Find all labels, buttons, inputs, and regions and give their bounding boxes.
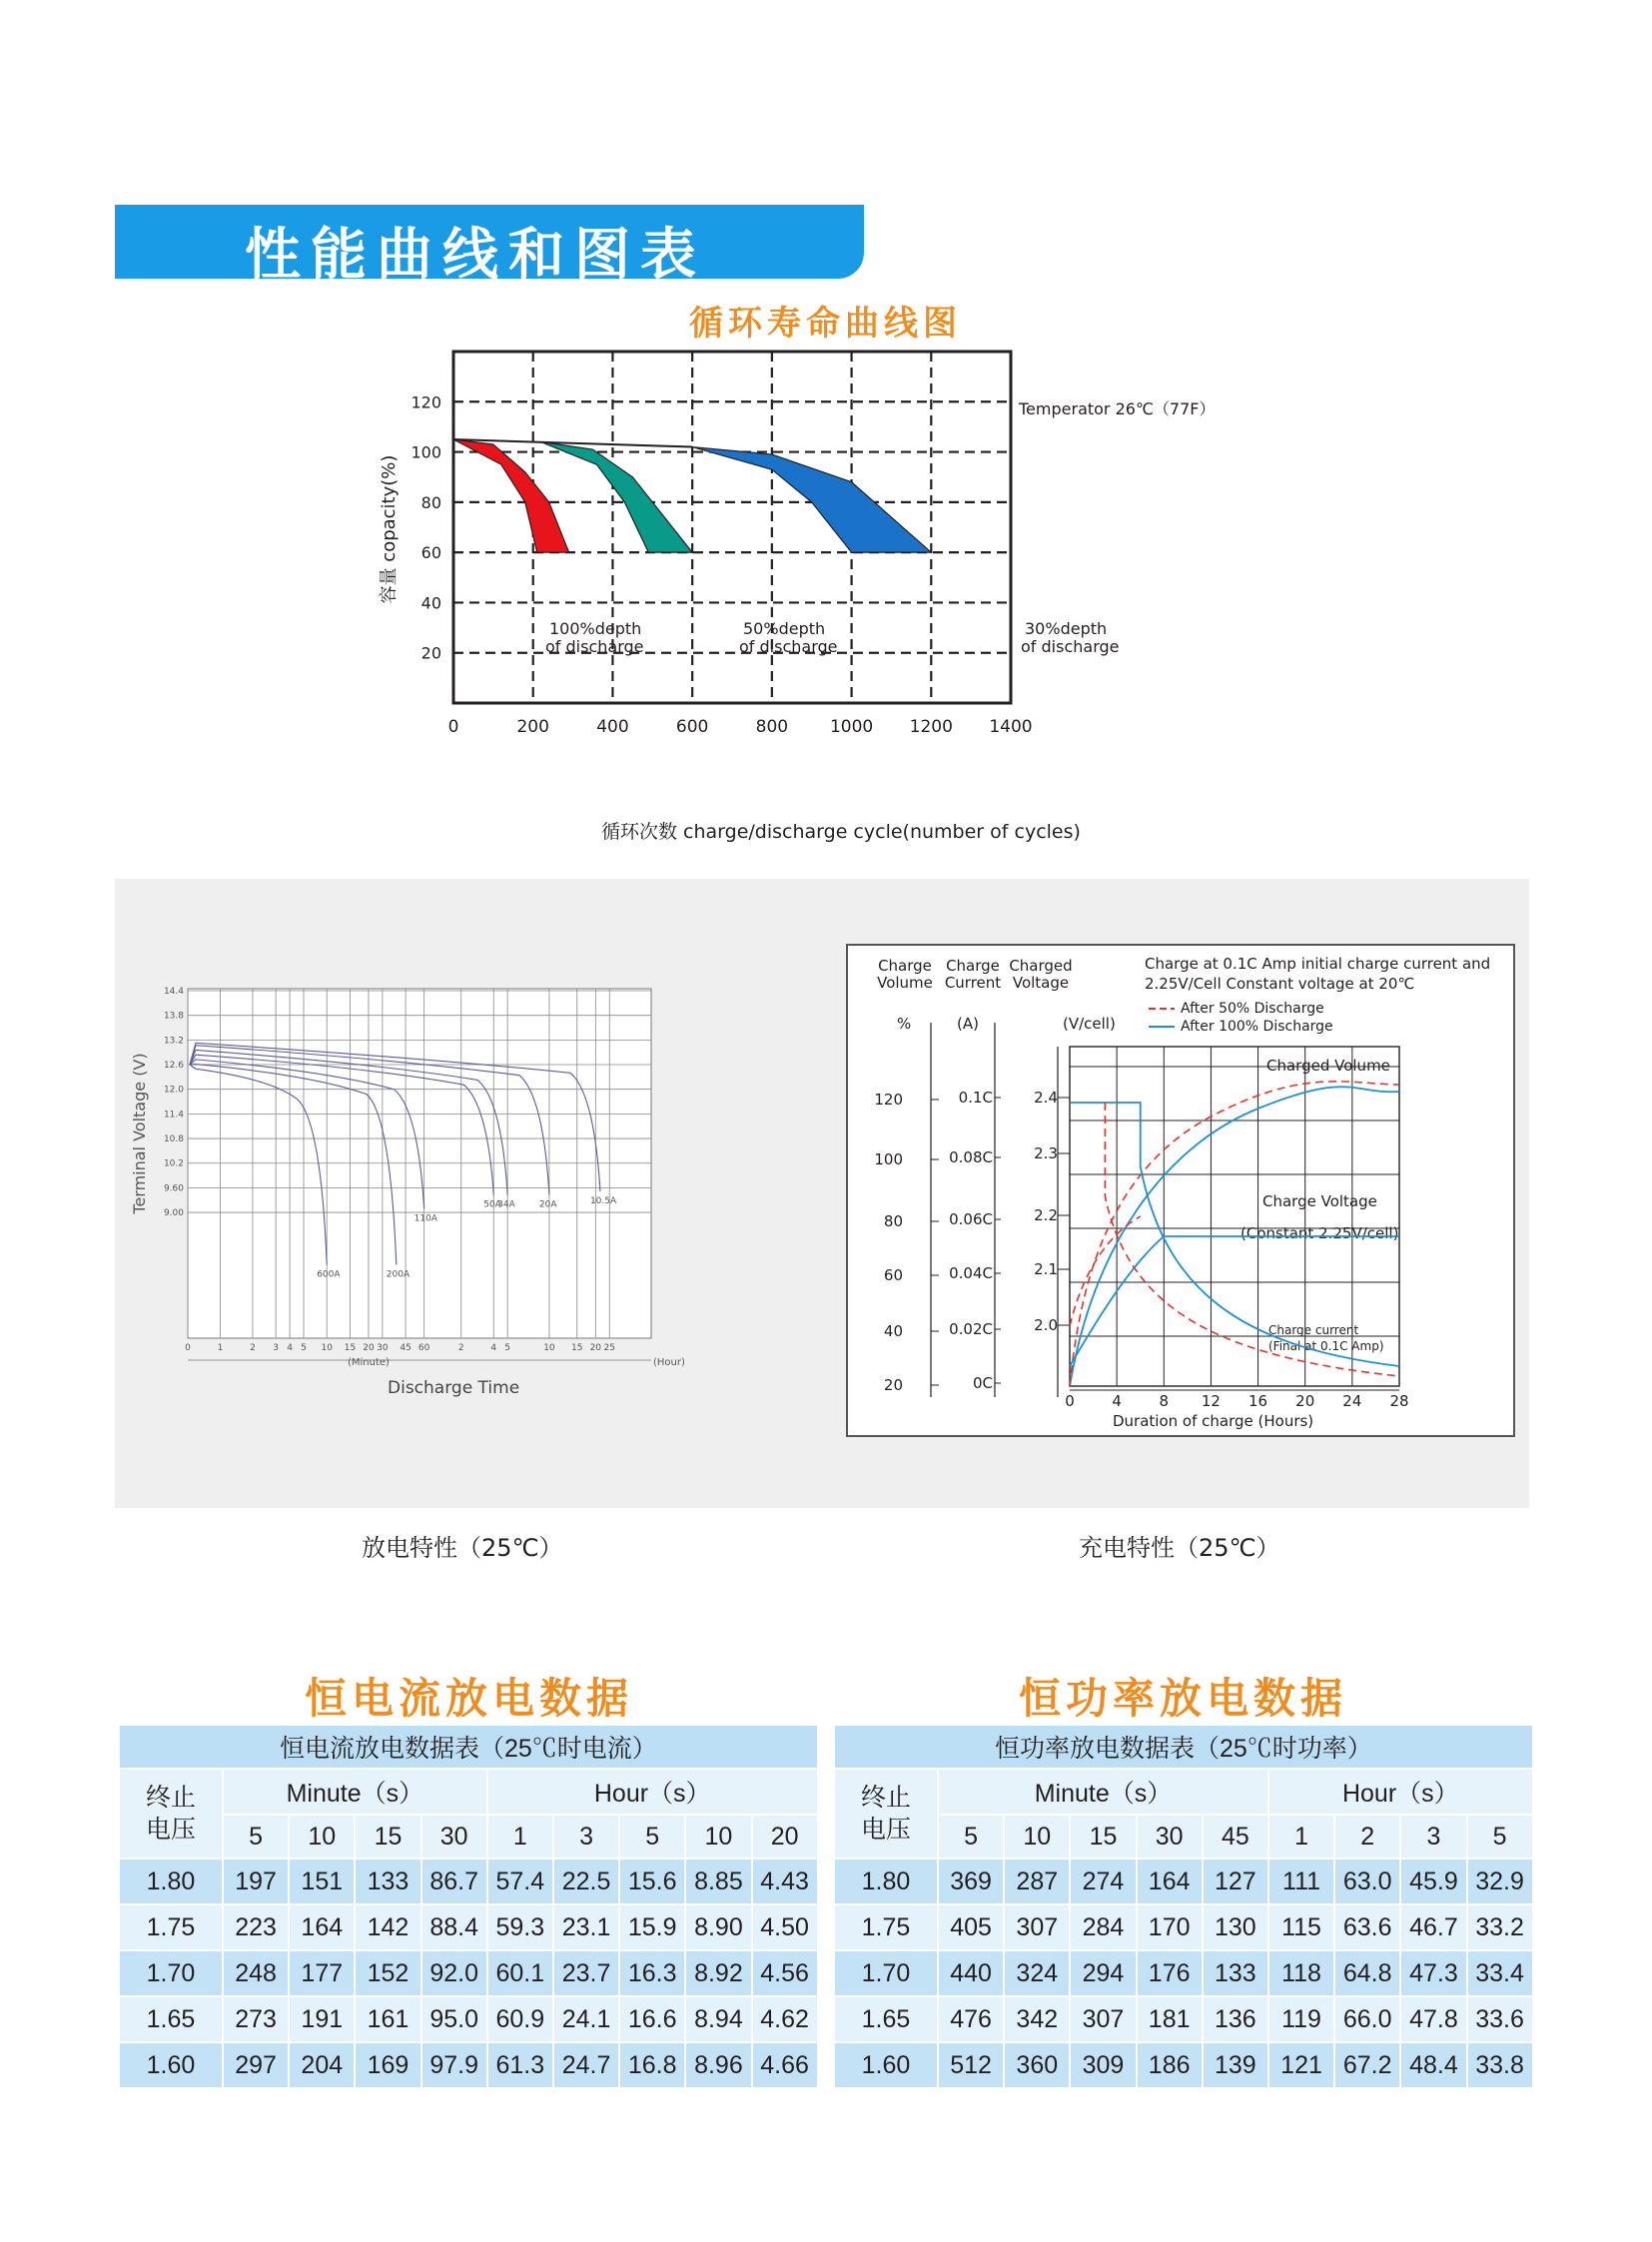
cp-table-cell: 369 [939,1860,1003,1903]
charge-volume-tick: 60 [883,1266,903,1284]
cp-table-row [835,1997,1532,2041]
annotation-50-line1: 50%depth [743,619,826,638]
cp-table-cell: 33.8 [1468,2043,1532,2087]
charge-voltage-tick: 2.1 [1034,1260,1058,1278]
cc-table-cell: 15.9 [620,1905,684,1949]
cp-table-cell: 186 [1138,2043,1202,2087]
discharge-curve-label: 110A [413,1213,437,1224]
cc-table-cell: 8.96 [686,2043,750,2087]
cc-table-cell: 297 [224,2043,288,2087]
discharge-y-tick: 12.6 [163,1061,184,1072]
annotation-100-line1: 100%depth [549,619,642,638]
cp-table-cell: 440 [939,1951,1003,1995]
cycle-x-tick: 1400 [989,717,1033,737]
charge-volume-tick: 120 [874,1091,903,1109]
cycle-x-tick: 600 [675,717,709,737]
cycle-x-tick: 400 [596,717,629,737]
cc-table-cell: 4.50 [753,1905,817,1949]
cc-table-cell: 4.66 [753,2043,817,2087]
cc-col-header: 30 [422,1816,486,1858]
cc-col-header: 3 [554,1816,618,1858]
charge-current-tick: 0.02C [949,1320,993,1338]
annotation-30-line1: 30%depth [1025,619,1108,638]
cc-table-cell: 8.92 [686,1951,750,1995]
discharge-curve-label: 200A [386,1269,411,1280]
cycle-chart-title: 循环寿命曲线图 [689,304,962,344]
cp-table-cell: 48.4 [1401,2043,1465,2087]
cp-table-cell: 67.2 [1335,2043,1399,2087]
cc-col-header: 20 [753,1816,817,1858]
cp-table-caption: 恒功率放电数据表（25℃时功率） [835,1726,1532,1768]
cc-table-cell: 16.3 [620,1951,684,1995]
cp-table-cell: 476 [939,1997,1003,2041]
charge-current-tick: 0.08C [949,1148,993,1166]
charge-caption: 充电特性（25℃） [1079,1534,1280,1562]
cc-table-cell: 22.5 [554,1860,618,1903]
cycle-y-tick: 100 [411,442,441,462]
label-final: (Final at 0.1C Amp) [1268,1339,1384,1353]
cp-table-cell: 119 [1269,1997,1333,2041]
cp-cutoff-voltage: 1.75 [835,1905,937,1949]
cp-table-cell: 309 [1071,2043,1135,2087]
discharge-x-tick: 3 [273,1343,280,1353]
cp-table-cell: 127 [1204,1860,1267,1903]
discharge-x-tick: 15 [571,1343,583,1353]
cp-table-cell: 405 [939,1905,1003,1949]
charge-col-header: Volume [877,974,933,992]
cc-table-cell: 95.0 [422,1997,486,2041]
cc-table-row [120,1951,817,1995]
cc-table-cell: 204 [290,2043,354,2087]
cc-table-row [120,1997,817,2041]
cc-table-cell: 248 [224,1951,288,1995]
discharge-y-label: Terminal Voltage (V) [130,1053,149,1214]
discharge-curve-label: 34A [497,1199,515,1210]
cp-col-header: 15 [1071,1816,1135,1858]
discharge-x-tick: 15 [344,1343,357,1353]
label-charge-current: Charge current [1268,1323,1359,1337]
discharge-x-tick: 1 [217,1343,224,1353]
discharge-hour-label: (Hour) [653,1357,685,1368]
charge-current-tick: 0C [972,1374,993,1392]
charge-unit-voltage: (V/cell) [1063,1015,1116,1033]
cc-table-cell: 4.43 [753,1860,817,1903]
annotation-50-line2: of discharge [739,637,838,656]
cp-col-header: 45 [1204,1816,1267,1858]
cycle-y-label: 容量 copacity(%) [379,454,400,604]
cp-table-cell: 33.2 [1468,1905,1532,1949]
discharge-x-tick: 4 [287,1343,293,1353]
discharge-x-tick: 10 [543,1343,555,1353]
cc-subheader-row [120,1816,817,1858]
cc-table-cell: 191 [290,1997,354,2041]
cycle-x-tick: 1000 [829,717,874,737]
discharge-x-tick: 20 [363,1343,375,1353]
cc-cutoff-voltage: 1.65 [120,1997,222,2041]
charge-voltage-tick: 2.3 [1034,1144,1058,1162]
cp-col-header: 2 [1335,1816,1399,1858]
charge-legend-solid-text: After 100% Discharge [1181,1019,1333,1035]
charge-col-header: Current [944,974,1002,992]
charge-x-tick: 0 [1065,1392,1075,1410]
cc-section-title: 恒电流放电数据 [305,1674,634,1723]
discharge-x-tick: 0 [185,1343,191,1353]
discharge-x-tick: 5 [504,1343,511,1353]
charge-col-header: Voltage [1012,974,1070,992]
charge-x-tick: 28 [1389,1392,1409,1410]
cc-table-cell: 23.7 [554,1951,618,1995]
charge-voltage-tick: 2.4 [1034,1089,1058,1107]
discharge-x-label: Discharge Time [388,1378,520,1398]
annotation-100-line2: of discharge [545,637,644,656]
cp-table-cell: 63.0 [1335,1860,1399,1903]
charge-x-tick: 24 [1342,1392,1362,1410]
charge-x-tick: 4 [1112,1392,1122,1410]
cp-table-cell: 130 [1204,1905,1267,1949]
charge-legend-text: Charge at 0.1C Amp initial charge current and [1145,955,1491,973]
cp-col-header: 5 [1468,1816,1532,1858]
discharge-curve-label: 20A [538,1199,557,1210]
discharge-curve-label: 50A [483,1199,501,1210]
cp-table-cell: 64.8 [1335,1951,1399,1995]
cp-table-cell: 287 [1005,1860,1069,1903]
charge-current-tick: 0.1C [958,1089,993,1107]
charge-unit-volume: % [897,1015,912,1033]
section-header-bar [115,205,864,288]
charge-x-tick: 12 [1201,1392,1221,1410]
discharge-y-tick: 10.2 [163,1158,184,1169]
discharge-x-tick: 10 [321,1343,333,1353]
cp-table-row [835,2043,1532,2087]
discharge-x-tick: 30 [377,1343,389,1353]
cp-section-title: 恒功率放电数据 [1019,1674,1348,1723]
cp-cutoff-voltage: 1.70 [835,1951,937,1995]
charge-volume-tick: 40 [883,1322,903,1340]
cp-table-cell: 360 [1005,2043,1069,2087]
cp-col-header: 1 [1269,1816,1333,1858]
cp-table-cell: 164 [1138,1860,1202,1903]
cycle-x-tick: 0 [447,717,459,737]
cycle-x-tick: 800 [755,717,789,737]
cc-corner-label: 终止 电压 [120,1770,222,1858]
cc-cutoff-voltage: 1.80 [120,1860,222,1903]
cc-table-cell: 24.7 [554,2043,618,2087]
cc-table-cell: 4.62 [753,1997,817,2041]
annotation-30-line2: of discharge [1021,637,1120,656]
cc-col-header: 5 [620,1816,684,1858]
discharge-y-tick: 10.8 [163,1134,184,1145]
cycle-y-tick: 40 [420,593,441,613]
cp-table-cell: 512 [939,2043,1003,2087]
cp-col-header: 30 [1138,1816,1202,1858]
cc-cutoff-voltage: 1.60 [120,2043,222,2087]
cc-table-cell: 177 [290,1951,354,1995]
cc-table-cell: 161 [356,1997,419,2041]
cycle-x-tick: 200 [516,717,549,737]
cp-minute-header: Minute（s） [939,1770,1267,1814]
cp-table-cell: 115 [1269,1905,1333,1949]
discharge-y-tick: 9.60 [163,1183,184,1194]
cp-table-cell: 47.3 [1401,1951,1465,1995]
discharge-y-tick: 13.2 [163,1036,184,1047]
discharge-x-tick: 5 [301,1343,307,1353]
label-constant: (Constant 2.25V/cell) [1240,1224,1399,1242]
cc-table-cell: 23.1 [554,1905,618,1949]
discharge-x-tick: 2 [457,1343,464,1353]
charge-current-tick: 0.06C [949,1210,993,1228]
cc-table-cell: 142 [356,1905,419,1949]
discharge-x-tick: 20 [589,1343,602,1353]
cc-table-cell: 152 [356,1951,419,1995]
cc-col-header: 5 [224,1816,288,1858]
cp-table-cell: 139 [1204,2043,1267,2087]
cc-cutoff-voltage: 1.75 [120,1905,222,1949]
charge-unit-current: (A) [957,1015,979,1033]
cc-table-row [120,1860,817,1903]
charge-voltage-tick: 2.2 [1034,1206,1058,1224]
cc-table [118,1724,819,2089]
cc-table-cell: 57.4 [488,1860,552,1903]
cc-table-cell: 16.8 [620,2043,684,2087]
cc-minute-header: Minute（s） [224,1770,486,1814]
charge-col-header: Charge [946,957,1000,975]
cp-table-cell: 33.6 [1468,1997,1532,2041]
cc-table-cell: 4.56 [753,1951,817,1995]
cycle-y-tick: 120 [411,392,441,412]
cp-header-row [835,1770,1532,1814]
discharge-curve-label: 10.5A [589,1196,617,1206]
charge-legend-dashed-text: After 50% Discharge [1181,1001,1324,1017]
charge-current-tick: 0.04C [949,1264,993,1282]
cc-table-cell: 92.0 [422,1951,486,1995]
cp-col-header: 5 [939,1816,1003,1858]
discharge-x-tick: 60 [417,1343,430,1353]
cp-subheader-row [835,1816,1532,1858]
label-charged-volume: Charged Volume [1266,1057,1390,1075]
cp-table-cell: 294 [1071,1951,1135,1995]
cp-cutoff-voltage: 1.80 [835,1860,937,1903]
cycle-x-tick: 1200 [909,717,953,737]
cc-caption-row [120,1726,817,1768]
cp-table-cell: 284 [1071,1905,1135,1949]
discharge-x-tick: 2 [250,1343,256,1353]
page-title: 性能曲线和图表 [245,223,706,288]
cc-table-cell: 60.9 [488,1997,552,2041]
cp-table-cell: 176 [1138,1951,1202,1995]
cp-table-cell: 181 [1138,1997,1202,2041]
cc-table-cell: 59.3 [488,1905,552,1949]
cc-hour-header: Hour（s） [488,1770,817,1814]
cp-table-cell: 63.6 [1335,1905,1399,1949]
cc-table-wrap [118,1724,819,2089]
charge-x-tick: 8 [1159,1392,1170,1410]
charge-chart [845,943,1516,1438]
discharge-caption: 放电特性（25℃） [362,1534,563,1562]
cp-table-cell: 274 [1071,1860,1135,1903]
discharge-minute-label: (Minute) [348,1357,390,1368]
cp-table-cell: 170 [1138,1905,1202,1949]
discharge-x-tick: 25 [603,1343,615,1353]
charge-col-header: Charge [878,957,932,975]
cp-table-cell: 32.9 [1468,1860,1532,1903]
discharge-y-tick: 9.00 [163,1208,184,1219]
cp-table-cell: 307 [1071,1997,1135,2041]
cp-cutoff-voltage: 1.60 [835,2043,937,2087]
cc-table-cell: 97.9 [422,2043,486,2087]
cp-hour-header: Hour（s） [1269,1770,1532,1814]
cp-table-row [835,1860,1532,1903]
cp-table-cell: 66.0 [1335,1997,1399,2041]
cc-table-cell: 133 [356,1860,419,1903]
label-charge-voltage: Charge Voltage [1262,1192,1377,1210]
cp-table-cell: 121 [1269,2043,1333,2087]
cc-table-cell: 16.6 [620,1997,684,2041]
cc-col-header: 15 [356,1816,419,1858]
charge-voltage-tick: 2.0 [1034,1316,1058,1334]
cc-col-header: 10 [290,1816,354,1858]
cc-table-cell: 8.90 [686,1905,750,1949]
cp-table-cell: 324 [1005,1951,1069,1995]
cp-table-cell: 136 [1204,1997,1267,2041]
cp-table-cell: 47.8 [1401,1997,1465,2041]
cc-table-row [120,2043,817,2087]
cc-table-cell: 86.7 [422,1860,486,1903]
cc-table-row [120,1905,817,1949]
cp-table-cell: 133 [1204,1951,1267,1995]
cp-table [833,1724,1534,2089]
cp-table-cell: 33.4 [1468,1951,1532,1995]
cp-col-header: 10 [1005,1816,1069,1858]
charge-legend-text: 2.25V/Cell Constant voltage at 20℃ [1145,975,1415,993]
cc-table-cell: 88.4 [422,1905,486,1949]
cp-table-row [835,1951,1532,1995]
cp-corner-label: 终止 电压 [835,1770,937,1858]
cp-caption-row [835,1726,1532,1768]
discharge-y-tick: 13.8 [163,1011,184,1022]
cc-table-cell: 197 [224,1860,288,1903]
cycle-y-tick: 80 [420,492,441,512]
cc-table-cell: 15.6 [620,1860,684,1903]
discharge-x-tick: 45 [400,1343,412,1353]
cc-table-cell: 169 [356,2043,419,2087]
cycle-y-tick: 60 [420,543,441,563]
discharge-curve-label: 600A [317,1269,341,1280]
cycle-x-label: 循环次数 charge/discharge cycle(number of cycles) [601,821,1081,843]
charge-col-header: Charged [1009,957,1073,975]
cp-col-header: 3 [1401,1816,1465,1858]
cp-table-wrap [833,1724,1534,2089]
cc-table-caption: 恒电流放电数据表（25℃时电流） [120,1726,817,1768]
cycle-life-chart [370,340,1308,859]
cp-table-cell: 46.7 [1401,1905,1465,1949]
cc-col-header: 10 [686,1816,750,1858]
discharge-x-tick: 4 [490,1343,497,1353]
cc-table-cell: 223 [224,1905,288,1949]
cp-table-cell: 45.9 [1401,1860,1465,1903]
cc-table-cell: 24.1 [554,1997,618,2041]
cp-table-cell: 307 [1005,1905,1069,1949]
charge-x-tick: 16 [1248,1392,1268,1410]
charge-volume-tick: 80 [883,1212,903,1230]
cp-cutoff-voltage: 1.65 [835,1997,937,2041]
cc-table-cell: 151 [290,1860,354,1903]
cc-table-cell: 61.3 [488,2043,552,2087]
cc-table-cell: 273 [224,1997,288,2041]
discharge-y-tick: 12.0 [163,1085,184,1096]
cp-table-cell: 118 [1269,1951,1333,1995]
cycle-y-tick: 20 [420,643,441,663]
cc-col-header: 1 [488,1816,552,1858]
discharge-chart [130,979,809,1398]
discharge-y-tick: 11.4 [163,1110,184,1121]
charge-volume-tick: 100 [874,1150,903,1168]
cp-table-row [835,1905,1532,1949]
charge-x-label: Duration of charge (Hours) [1113,1412,1314,1430]
charge-x-tick: 20 [1295,1392,1315,1410]
cp-table-cell: 111 [1269,1860,1333,1903]
cc-table-cell: 8.94 [686,1997,750,2041]
cycle-temperature-note: Temperator 26℃（77F） [1019,399,1216,418]
cc-table-cell: 8.85 [686,1860,750,1903]
cp-table-cell: 342 [1005,1997,1069,2041]
cc-cutoff-voltage: 1.70 [120,1951,222,1995]
discharge-y-tick: 14.4 [163,987,184,997]
cc-table-cell: 164 [290,1905,354,1949]
cc-header-row [120,1770,817,1814]
charge-volume-tick: 20 [883,1376,903,1394]
cc-table-cell: 60.1 [488,1951,552,1995]
